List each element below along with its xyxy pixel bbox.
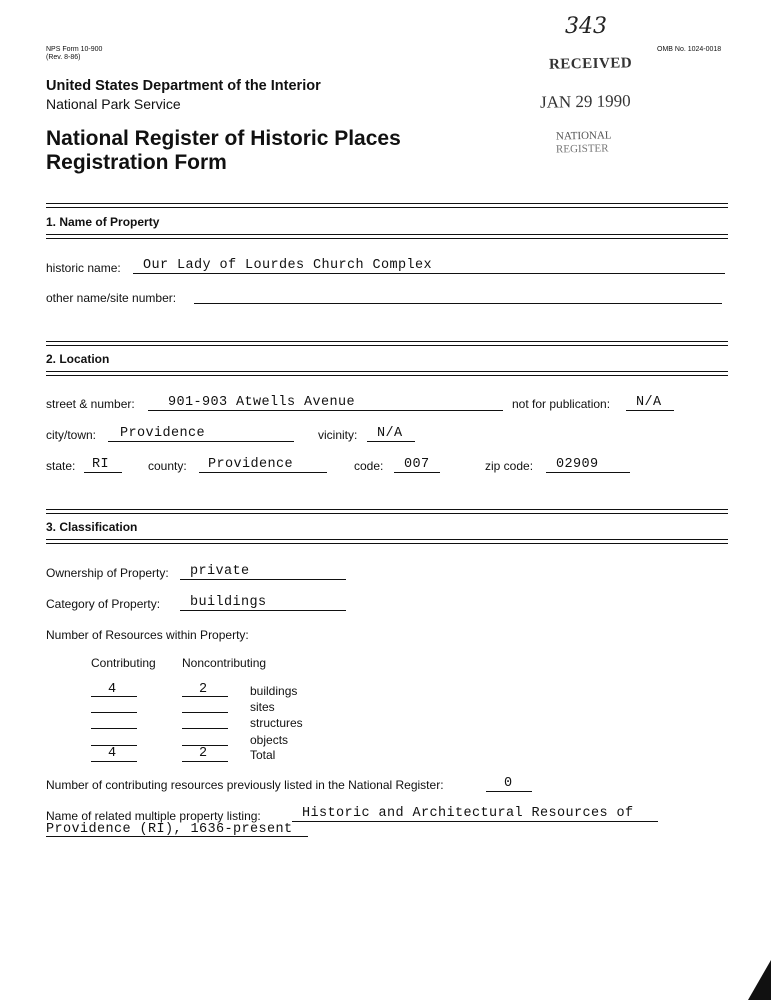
section-divider (46, 371, 728, 372)
section-divider (46, 238, 728, 239)
received-stamp: RECEIVED (548, 55, 633, 73)
county-field (199, 472, 327, 473)
code-label: code: (354, 459, 384, 473)
city-value: Providence (120, 426, 206, 441)
section-3-title: 3. Classification (46, 520, 138, 534)
vicinity-value: N/A (377, 426, 403, 441)
historic-name-field (133, 273, 725, 274)
multiple-listing-field (292, 821, 658, 822)
county-value: Providence (208, 457, 294, 472)
section-divider (46, 513, 728, 514)
form-number: NPS Form 10-900 (46, 46, 103, 53)
noncontributing-blank (182, 728, 228, 729)
category-label: Category of Property: (46, 597, 161, 611)
contributing-blank (91, 761, 137, 762)
multiple-listing-field (46, 836, 308, 837)
vicinity-field (367, 441, 415, 442)
ownership-label: Ownership of Property: (46, 566, 169, 580)
multiple-listing-label: Name of related multiple property listing: (46, 809, 261, 823)
noncontributing-count: 2 (199, 682, 208, 697)
contributing-blank (91, 728, 137, 729)
code-value: 007 (404, 457, 430, 472)
zip-value: 02909 (556, 457, 599, 472)
other-name-field (194, 303, 722, 304)
section-divider (46, 203, 728, 204)
section-2-title: 2. Location (46, 352, 110, 366)
noncontributing-blank (182, 696, 228, 697)
resource-type: objects (250, 733, 289, 747)
national-stamp: NATIONAL (555, 129, 612, 143)
register-stamp: REGISTER (555, 142, 609, 156)
state-field (84, 472, 122, 473)
contributing-count: 4 (108, 746, 117, 761)
handwritten-number: 343 (565, 14, 607, 39)
noncontributing-header: Noncontributing (182, 656, 267, 670)
previously-listed-field (486, 791, 532, 792)
historic-name-value: Our Lady of Lourdes Church Complex (143, 258, 433, 273)
section-divider (46, 509, 728, 510)
other-name-label: other name/site number: (46, 291, 177, 305)
category-field (180, 610, 346, 611)
resource-type: sites (250, 700, 275, 714)
not-for-publication-field (626, 410, 674, 411)
section-1-title: 1. Name of Property (46, 215, 160, 229)
form-revision: (Rev. 8-86) (46, 54, 81, 61)
contributing-header: Contributing (91, 656, 156, 670)
city-label: city/town: (46, 428, 97, 442)
date-stamp: JAN 29 1990 (539, 91, 631, 112)
street-label: street & number: (46, 397, 135, 411)
resource-type: buildings (250, 684, 298, 698)
section-divider (46, 539, 728, 540)
not-for-publication-value: N/A (636, 395, 662, 410)
form-title-line1: National Register of Historic Places (46, 127, 401, 150)
service-name: National Park Service (46, 96, 181, 112)
code-field (394, 472, 440, 473)
state-label: state: (46, 459, 76, 473)
department-name: United States Department of the Interior (46, 78, 321, 94)
multiple-listing-value-line1: Historic and Architectural Resources of (302, 806, 634, 821)
city-field (108, 441, 294, 442)
section-divider (46, 207, 728, 208)
historic-name-label: historic name: (46, 261, 121, 275)
noncontributing-blank (182, 761, 228, 762)
contributing-count: 4 (108, 682, 117, 697)
ownership-field (180, 579, 346, 580)
form-title-line2: Registration Form (46, 151, 227, 174)
previously-listed-label: Number of contributing resources previously listed in the National Register: (46, 778, 444, 792)
section-divider (46, 543, 728, 544)
noncontributing-blank (182, 712, 228, 713)
resource-type: structures (250, 716, 303, 730)
contributing-blank (91, 696, 137, 697)
contributing-blank (91, 712, 137, 713)
scan-corner-shadow (748, 960, 771, 1000)
category-value: buildings (190, 595, 267, 610)
zip-field (546, 472, 630, 473)
state-value: RI (92, 457, 110, 472)
not-for-publication-label: not for publication: (512, 397, 611, 411)
omb-number: OMB No. 1024-0018 (657, 46, 722, 53)
resources-label: Number of Resources within Property: (46, 628, 249, 642)
vicinity-label: vicinity: (318, 428, 358, 442)
street-value: 901-903 Atwells Avenue (168, 395, 356, 410)
noncontributing-count: 2 (199, 746, 208, 761)
section-divider (46, 375, 728, 376)
street-field (148, 410, 503, 411)
resource-type: Total (250, 748, 276, 762)
multiple-listing-value-line2: Providence (RI), 1636-present (46, 822, 293, 837)
previously-listed-value: 0 (504, 776, 513, 791)
section-divider (46, 345, 728, 346)
ownership-value: private (190, 564, 250, 579)
county-label: county: (148, 459, 187, 473)
section-divider (46, 234, 728, 235)
zip-label: zip code: (485, 459, 534, 473)
section-divider (46, 341, 728, 342)
